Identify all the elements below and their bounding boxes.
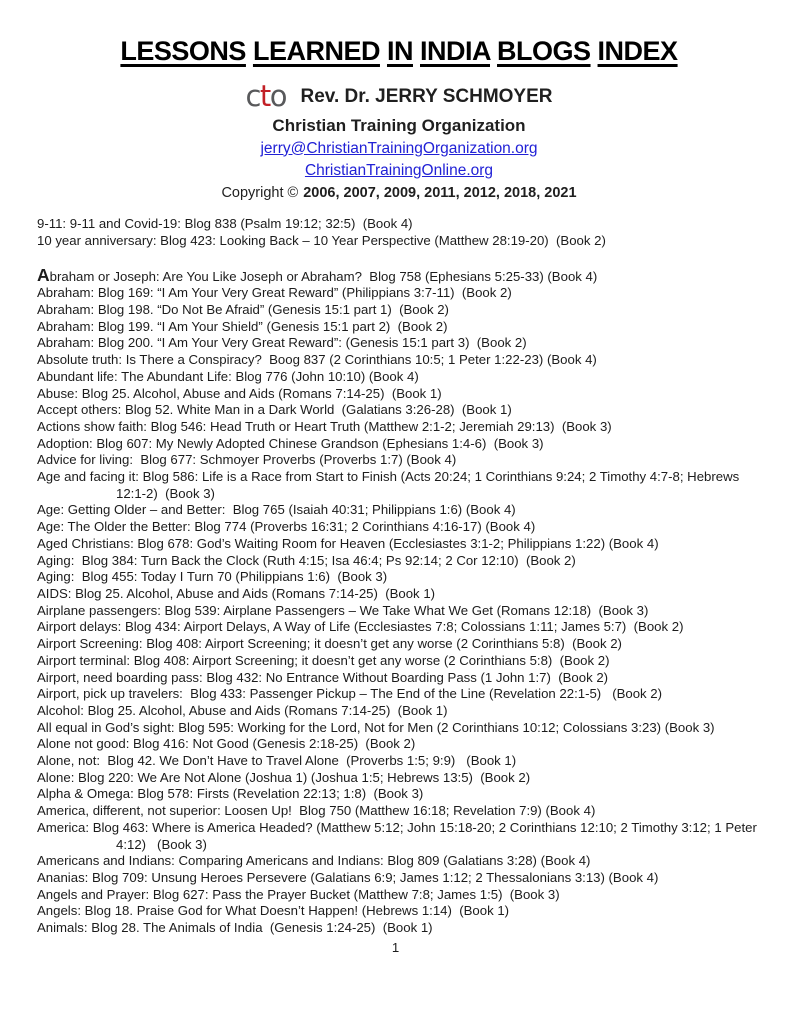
section-lead-letter: A (37, 264, 50, 285)
email-row (37, 140, 761, 159)
index-entry: Accept others: Blog 52. White Man in a Dark World (Galatians 3:26-28) (Book 1) (37, 402, 512, 418)
index-entry: Ananias: Blog 709: Unsung Heroes Persevere (Galatians 6:9; James 1:12; 2 Thessalonians 3:13) (Book 4) (37, 869, 659, 885)
title-word: INDIA (420, 36, 490, 66)
index-entry: Angels and Prayer: Blog 627: Pass the Prayer Bucket (Matthew 7:8; James 1:5) (Book 3) (37, 886, 560, 902)
index-entry: Aged Christians: Blog 678: God’s Waiting Room for Heaven (Ecclesiastes 3:1-2; Philippians 1:22) (Book 4) (37, 535, 659, 551)
document-header (37, 36, 761, 201)
index-entry: America: Blog 463: Where is America Headed? (Matthew 5:12; John 15:18-20; 2 Corinthians 12:10; 2 Timothy 3:12; 1 Peter 4:12) (Book 3) (37, 819, 761, 852)
index-entry: Americans and Indians: Comparing Americans and Indians: Blog 809 (Galatians 3:28) (Book 4) (37, 853, 591, 869)
index-entry: Adoption: Blog 607: My Newly Adopted Chinese Grandson (Ephesians 1:4-6) (Book 3) (37, 435, 544, 451)
title-word: LESSONS (120, 36, 246, 66)
website-link[interactable]: ChristianTrainingOnline.org (304, 161, 494, 179)
index-entry: Alcohol: Blog 25. Alcohol, Abuse and Aids (Romans 7:14-25) (Book 1) (37, 702, 448, 718)
byline-row (37, 79, 761, 113)
index-entry: All equal in God’s sight: Blog 595: Working for the Lord, Not for Men (2 Corinthians 10:12; Colossians 3:23) (Book 3) (37, 719, 715, 735)
copyright-years: 2006, 2007, 2009, 2011, 2012, 2018, 2021 (303, 185, 577, 202)
index-entry: Advice for living: Blog 677: Schmoyer Proverbs (Proverbs 1:7) (Book 4) (37, 452, 457, 468)
author-name: Rev. Dr. JERRY SCHMOYER (300, 86, 553, 108)
index-entry: Alpha & Omega: Blog 578: Firsts (Revelation 22:13; 1:8) (Book 3) (37, 786, 424, 802)
index-entry: Airport, need boarding pass: Blog 432: No Entrance Without Boarding Pass (1 John 1:7) (Book 2) (37, 669, 609, 685)
logo-letter-t: t (259, 79, 270, 114)
index-entry: Abuse: Blog 25. Alcohol, Abuse and Aids (Romans 7:14-25) (Book 1) (37, 385, 442, 401)
index-entry: Abraham: Blog 200. “I Am Your Very Great Reward”: (Genesis 15:1 part 3) (Book 2) (37, 335, 527, 351)
index-entry: Airport Screening: Blog 408: Airport Screening; it doesn’t get any worse (2 Corinthians 5:8) (Book 2) (37, 636, 622, 652)
logo-letter-c: c (245, 79, 260, 114)
index-entry: Alone: Blog 220: We Are Not Alone (Joshua 1) (Joshua 1:5; Hebrews 13:5) (Book 2) (37, 769, 531, 785)
index-entry: Absolute truth: Is There a Conspiracy? Boog 837 (2 Corinthians 10:5; 1 Peter 1:22-23) (Book 4) (37, 352, 597, 368)
cto-logo (245, 79, 286, 113)
index-entry: Aging: Blog 455: Today I Turn 70 (Philippians 1:6) (Book 3) (37, 569, 388, 585)
index-entry: Abundant life: The Abundant Life: Blog 776 (John 10:10) (Book 4) (37, 368, 419, 384)
index-entry: Animals: Blog 28. The Animals of India (Genesis 1:24-25) (Book 1) (37, 920, 433, 936)
title-word: BLOGS (497, 36, 591, 66)
organization-name: Christian Training Organization (272, 116, 526, 136)
index-entry: Abraham: Blog 169: “I Am Your Very Great Reward” (Philippians 3:7-11) (Book 2) (37, 285, 512, 301)
index-body (37, 216, 761, 937)
copyright-line (37, 185, 761, 201)
index-entry: Abraham: Blog 199. “I Am Your Shield” (Genesis 15:1 part 2) (Book 2) (37, 318, 448, 334)
index-entry: Age and facing it: Blog 586: Life is a Race from Start to Finish (Acts 20:24; 1 Corinthians 9:24; 2 Timothy 4:7-8; Hebrews 12:1-2) (Book 3) (37, 469, 743, 501)
index-entry: Airport terminal: Blog 408: Airport Screening; it doesn’t get any worse (2 Corinthians 5:8) (Book 2) (37, 652, 610, 668)
index-entry: Abraham: Blog 198. “Do Not Be Afraid” (Genesis 15:1 part 1) (Book 2) (37, 302, 449, 318)
index-entry: Alone, not: Blog 42. We Don’t Have to Travel Alone (Proverbs 1:5; 9:9) (Book 1) (37, 753, 517, 769)
letter-a-entries-group (37, 264, 761, 937)
index-entry: Abraham or Joseph: Are You Like Joseph or Abraham? Blog 758 (Ephesians 5:25-33) (Book 4) (37, 264, 598, 285)
logo-letter-o: o (269, 79, 287, 114)
website-row (37, 162, 761, 181)
index-entry: 10 year anniversary: Blog 423: Looking Back – 10 Year Perspective (Matthew 28:19-20) (Book 2) (37, 232, 606, 248)
copyright-label: Copyright © (221, 185, 299, 202)
index-entry: Angels: Blog 18. Praise God for What Doesn’t Happen! (Hebrews 1:14) (Book 1) (37, 903, 510, 919)
page-title (37, 36, 761, 67)
title-word: IN (386, 36, 413, 66)
email-link[interactable]: jerry@ChristianTrainingOrganization.org (260, 139, 538, 157)
index-entry: Airport delays: Blog 434: Airport Delays, A Way of Life (Ecclesiastes 7:8; Colossians 1:11; James 5:7) (Book 2) (37, 619, 684, 635)
index-entry: Age: Getting Older – and Better: Blog 765 (Isaiah 40:31; Philippians 1:6) (Book 4) (37, 502, 516, 518)
title-word: INDEX (597, 36, 678, 66)
index-entry: Alone not good: Blog 416: Not Good (Genesis 2:18-25) (Book 2) (37, 736, 416, 752)
title-word: LEARNED (252, 36, 380, 66)
index-entry: AIDS: Blog 25. Alcohol, Abuse and Aids (Romans 7:14-25) (Book 1) (37, 586, 436, 601)
index-entry: Age: The Older the Better: Blog 774 (Proverbs 16:31; 2 Corinthians 4:16-17) (Book 4) (37, 519, 536, 535)
index-entry: Airplane passengers: Blog 539: Airplane Passengers – We Take What We Get (Romans 12:18) (Book 3) (37, 602, 649, 618)
index-entry: 9-11: 9-11 and Covid-19: Blog 838 (Psalm 19:12; 32:5) (Book 4) (37, 216, 413, 232)
index-entry: Aging: Blog 384: Turn Back the Clock (Ruth 4:15; Isa 46:4; Ps 92:14; 2 Cor 12:10) (Book 2) (37, 552, 576, 568)
intro-entries-group (37, 216, 761, 249)
page-number: 1 (391, 940, 400, 955)
index-entry: Airport, pick up travelers: Blog 433: Passenger Pickup – The End of the Line (Revelation 22:1-5) (Book 2) (37, 686, 663, 702)
index-entry: America, different, not superior: Loosen Up! Blog 750 (Matthew 16:18; Revelation 7:9) (Book 4) (37, 803, 596, 819)
index-entry: Actions show faith: Blog 546: Head Truth or Heart Truth (Matthew 2:1-2; Jeremiah 29:13) (Book 3) (37, 418, 612, 434)
